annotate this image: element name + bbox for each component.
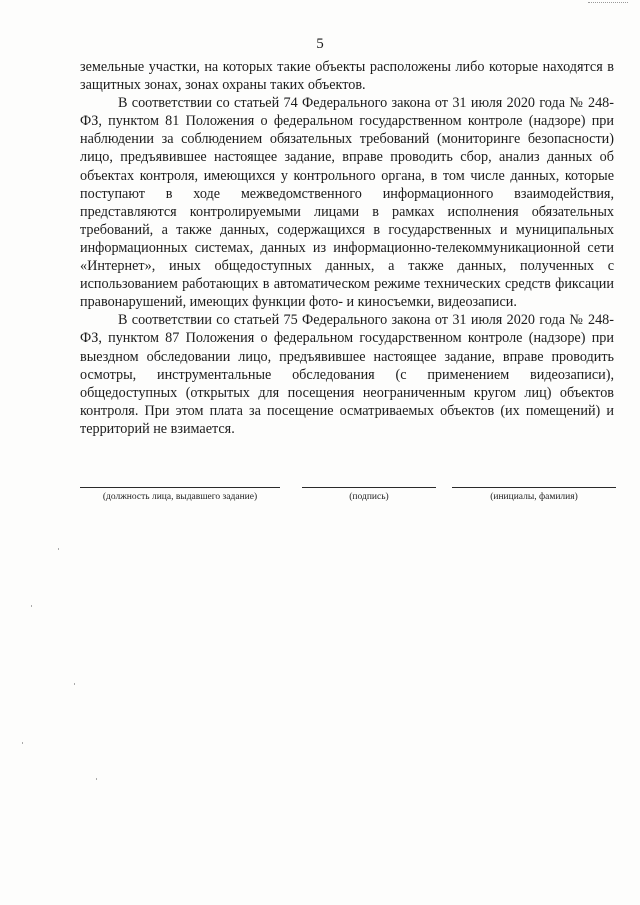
signature-line [302, 487, 436, 488]
position-line [80, 487, 280, 488]
page-number: 5 [316, 36, 324, 52]
name-line [452, 487, 616, 488]
paragraph-article-75: В соответствии со статьей 75 Федерального закона от 31 июля 2020 года № 248-ФЗ, пунктом 87 Положения о федеральном государственном контроле (надзоре) при выездном обследовании лицо, предъявившее настоящее задание, вправе проводить осмотры, инструментальные обследования (с применением видеозаписи), общедоступных (открытых для посещения неограниченным кругом лиц) объектов контроля. При этом плата за посещение осматриваемых объектов (их помещений) и территорий не взимается. [80, 312, 614, 437]
scan-speck [58, 548, 59, 550]
scan-speck [31, 605, 32, 607]
name-caption: (инициалы, фамилия) [490, 492, 578, 502]
document-body [80, 58, 614, 438]
scan-speck [22, 742, 23, 744]
scan-speck [96, 778, 97, 780]
paragraph-continuation: земельные участки, на которых такие объекты расположены либо которые находятся в защитных зонах, зонах охраны таких объектов. [80, 59, 614, 94]
signature-caption: (подпись) [349, 492, 389, 502]
position-caption: (должность лица, выдавшего задание) [102, 492, 258, 502]
scan-speck [74, 683, 75, 685]
paragraph-article-74: В соответствии со статьей 74 Федерального закона от 31 июля 2020 года № 248-ФЗ, пунктом 81 Положения о федеральном государственном контроле (надзоре) при наблюдении за соблюдением обязательных требований (мониторинге безопасности) лицо, предъявившее настоящее задание, вправе проводить сбор, анализ данных об объектах контроля, имеющихся у контрольного органа, в том числе данных, которые поступают в ходе межведомственного информационного взаимодействия, представляются контролируемыми лицами в рамках исполнения обязательных требований, а также данных, содержащихся в государственных и муниципальных информационных системах, данных из информационно-телекоммуникационной сети «Интернет», иных общедоступных данных, а также данных, полученных с использованием работающих в автоматическом режиме технических средств фиксации правонарушений, имеющих функции фото- и киносъемки, видеозаписи. [80, 95, 614, 311]
scan-mark [588, 2, 628, 3]
